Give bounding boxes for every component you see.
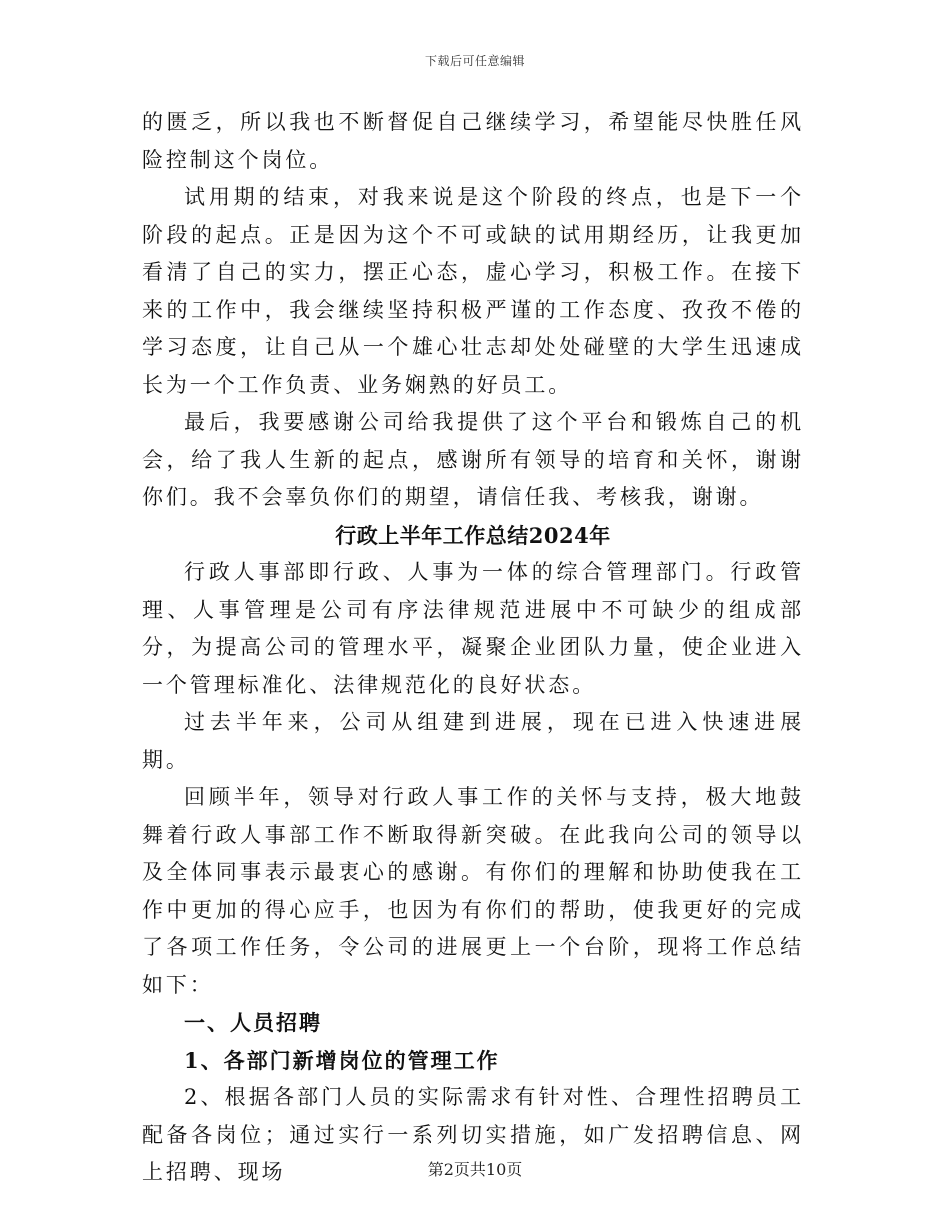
document-body: [142, 104, 804, 1192]
subheading-new-positions: 1、各部门新增岗位的管理工作: [184, 1047, 500, 1073]
paragraph-recruitment-measures: 2、根据各部门人员的实际需求有针对性、合理性招聘员工配备各岗位；通过实行一系列切实措施，如广发招聘信息、网上招聘、现场: [142, 1085, 804, 1184]
page-footer: 第2页共10页: [427, 1160, 523, 1179]
section-heading-recruitment: 一、人员招聘: [184, 1010, 322, 1035]
page-header: 下载后可任意编辑: [424, 54, 525, 68]
paragraph-half-year: 过去半年来，公司从组建到进展，现在已进入快速进展期。: [142, 710, 804, 772]
paragraph-probation-end: 试用期的结束，对我来说是这个阶段的终点，也是下一个阶段的起点。正是因为这个不可或缺的试用期经历，让我更加看清了自己的实力，摆正心态，虚心学习，积极工作。在接下来的工作中，我会继续坚持积极严谨的工作态度、孜孜不倦的学习态度，让自己从一个雄心壮志却处处碰壁的大学生迅速成长为一个工作负责、业务娴熟的好员工。: [142, 185, 804, 397]
paragraph-department-intro: 行政人事部即行政、人事为一体的综合管理部门。行政管理、人事管理是公司有序法律规范进展中不可缺少的组成部分，为提高公司的管理水平，凝聚企业团队力量，使企业进入一个管理标准化、法律规范化的良好状态。: [142, 560, 804, 697]
document-title: 行政上半年工作总结2024年: [335, 522, 611, 548]
paragraph-thanks: 最后，我要感谢公司给我提供了这个平台和锻炼自己的机会，给了我人生新的起点，感谢所有领导的培育和关怀，谢谢你们。我不会辜负你们的期望，请信任我、考核我，谢谢。: [142, 410, 804, 509]
paragraph-continued: 的匮乏，所以我也不断督促自己继续学习，希望能尽快胜任风险控制这个岗位。: [142, 110, 804, 172]
paragraph-review: 回顾半年，领导对行政人事工作的关怀与支持，极大地鼓舞着行政人事部工作不断取得新突破。在此我向公司的领导以及全体同事表示最衷心的感谢。有你们的理解和协助使我在工作中更加的得心应手，也因为有你们的帮助，使我更好的完成了各项工作任务，令公司的进展更上一个台阶，现将工作总结如下：: [142, 785, 804, 997]
